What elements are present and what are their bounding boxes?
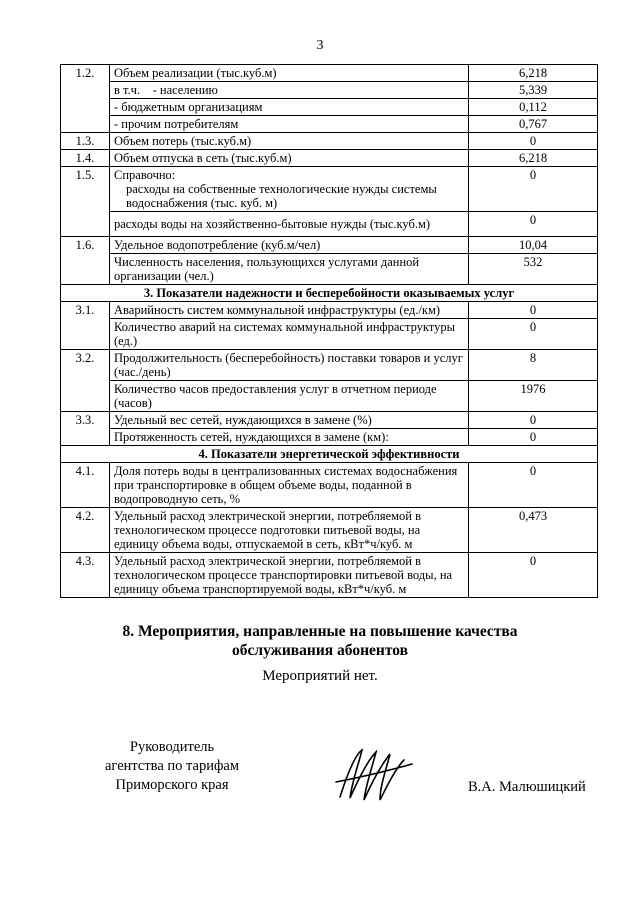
row-label: Протяженность сетей, нуждающихся в замене (км): <box>110 429 469 446</box>
row-value: 532 <box>469 254 598 285</box>
row-label: - прочим потребителям <box>110 116 469 133</box>
row-number: 1.2. <box>61 65 110 133</box>
row-value: 1976 <box>469 381 598 412</box>
signatory-title <box>92 738 252 795</box>
row-number: 1.5. <box>61 167 110 237</box>
table-row <box>61 167 598 212</box>
row-value: 0,473 <box>469 508 598 553</box>
row-value: 0 <box>469 212 598 237</box>
row-value: 6,218 <box>469 65 598 82</box>
signatory-title-line3: Приморского края <box>115 777 229 793</box>
table-row <box>61 150 598 167</box>
section-title-3: 3. Показатели надежности и бесперебойности оказываемых услуг <box>61 285 598 302</box>
indicators-table <box>60 64 598 598</box>
handwritten-signature <box>328 742 418 807</box>
row-label: Количество аварий на системах коммунальной инфраструктуры (ед.) <box>110 319 469 350</box>
row-value: 0,767 <box>469 116 598 133</box>
row-value: 5,339 <box>469 82 598 99</box>
row-label: Объем реализации (тыс.куб.м) <box>110 65 469 82</box>
row-number: 4.1. <box>61 463 110 508</box>
row-value: 0 <box>469 133 598 150</box>
row-label: в т.ч. - населению <box>110 82 469 99</box>
table-row <box>61 412 598 429</box>
table-row <box>61 116 598 133</box>
row-value: 8 <box>469 350 598 381</box>
row-label: Удельный расход электрической энергии, потребляемой в технологическом процессе подготовки питьевой воды, на единицу объема воды, отпускаемой в сеть, кВт*ч/куб. м <box>110 508 469 553</box>
section-8-heading-line1: 8. Мероприятия, направленные на повышение качества <box>122 623 518 640</box>
table-row <box>61 508 598 553</box>
row-label: Удельный расход электрической энергии, потребляемой в технологическом процессе транспортировки питьевой воды, на единицу объема транспортируемой воды, кВт*ч/куб. м <box>110 553 469 598</box>
table-row <box>61 99 598 116</box>
row-number: 4.2. <box>61 508 110 553</box>
row-number: 3.2. <box>61 350 110 412</box>
table-row <box>61 254 598 285</box>
row-number: 3.3. <box>61 412 110 446</box>
table-row <box>61 553 598 598</box>
table-row <box>61 381 598 412</box>
row-value: 0,112 <box>469 99 598 116</box>
table-row <box>61 65 598 82</box>
row-label: Количество часов предоставления услуг в отчетном периоде (часов) <box>110 381 469 412</box>
row-label: Численность населения, пользующихся услугами данной организации (чел.) <box>110 254 469 285</box>
row-label: Объем потерь (тыс.куб.м) <box>110 133 469 150</box>
table-row <box>61 350 598 381</box>
table-row <box>61 302 598 319</box>
row-label: Удельное водопотребление (куб.м/чел) <box>110 237 469 254</box>
row-value: 0 <box>469 412 598 429</box>
signatory-title-line2: агентства по тарифам <box>105 758 239 774</box>
table-row <box>61 212 598 237</box>
section-title-4: 4. Показатели энергетической эффективности <box>61 446 598 463</box>
row-value: 10,04 <box>469 237 598 254</box>
row-value: 0 <box>469 463 598 508</box>
row-label: Аварийность систем коммунальной инфраструктуры (ед./км) <box>110 302 469 319</box>
row-label: Объем отпуска в сеть (тыс.куб.м) <box>110 150 469 167</box>
signatory-name: В.А. Малюшицкий <box>468 779 586 795</box>
section-row <box>61 446 598 463</box>
section-8-heading <box>0 622 640 660</box>
row-number: 4.3. <box>61 553 110 598</box>
row-value: 0 <box>469 302 598 319</box>
row-label: Доля потерь воды в централизованных системах водоснабжения при транспортировке в общем объеме воды, поданной в водопроводную сеть, % <box>110 463 469 508</box>
row-label: - бюджетным организациям <box>110 99 469 116</box>
row-number: 3.1. <box>61 302 110 350</box>
section-8-heading-line2: обслуживания абонентов <box>232 642 408 659</box>
row-value: 0 <box>469 319 598 350</box>
section-row <box>61 285 598 302</box>
row-label <box>110 167 469 212</box>
row-label: Удельный вес сетей, нуждающихся в замене (%) <box>110 412 469 429</box>
signatory-title-line1: Руководитель <box>129 739 215 755</box>
table-row <box>61 133 598 150</box>
row-label: Продолжительность (бесперебойность) поставки товаров и услуг (час./день) <box>110 350 469 381</box>
row-value: 0 <box>469 429 598 446</box>
row-number: 1.4. <box>61 150 110 167</box>
row-text: расходы на собственные технологические нужды системы водоснабжения (тыс. куб. м) <box>126 182 437 210</box>
row-number: 1.6. <box>61 237 110 285</box>
row-value: 0 <box>469 553 598 598</box>
row-label: расходы воды на хозяйственно-бытовые нужды (тыс.куб.м) <box>110 212 469 237</box>
page-number: 3 <box>316 38 324 53</box>
section-8-note: Мероприятий нет. <box>262 668 378 684</box>
row-title: Справочно: <box>114 168 176 182</box>
table-row <box>61 319 598 350</box>
table-row <box>61 463 598 508</box>
table-row <box>61 429 598 446</box>
row-value: 6,218 <box>469 150 598 167</box>
table-row <box>61 82 598 99</box>
row-value: 0 <box>469 167 598 212</box>
table-row <box>61 237 598 254</box>
row-number: 1.3. <box>61 133 110 150</box>
